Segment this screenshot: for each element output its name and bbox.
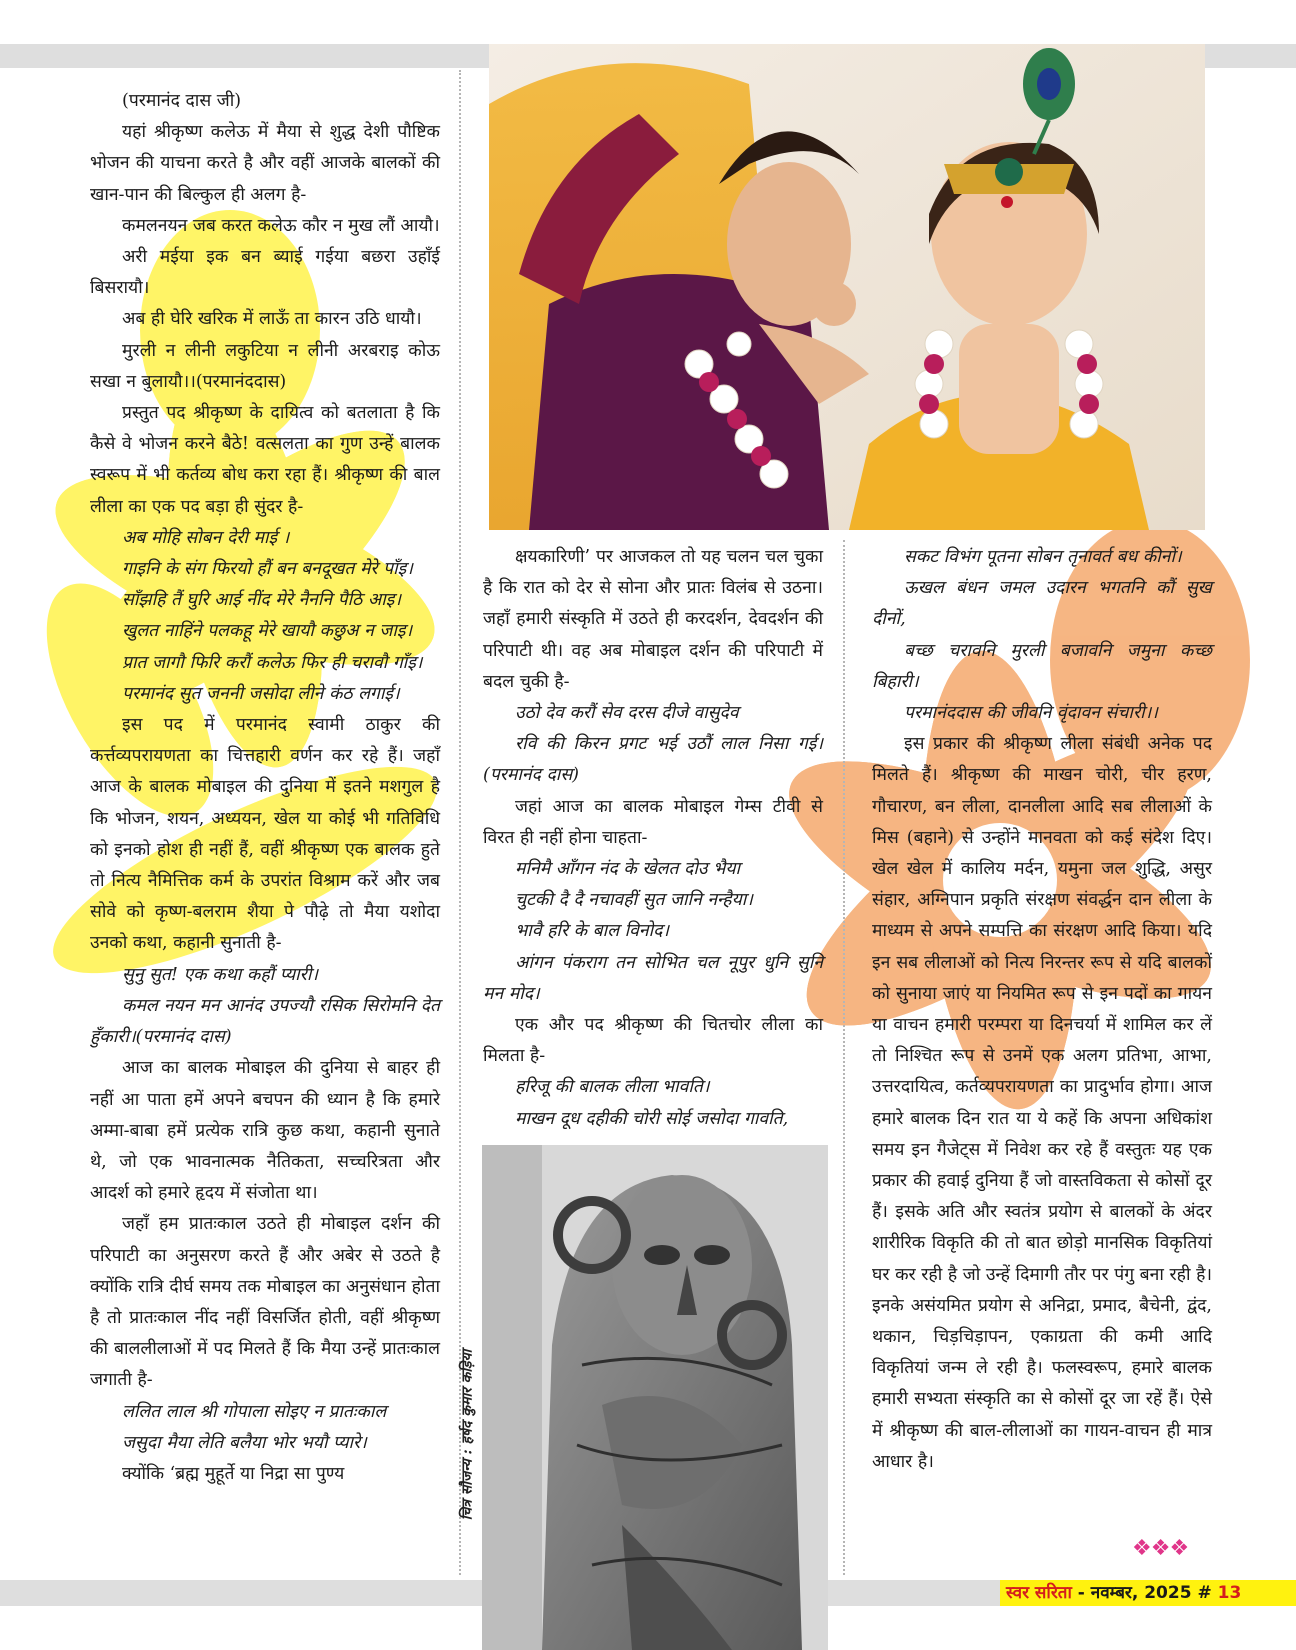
paragraph: यहां श्रीकृष्ण कलेऊ में मैया से शुद्ध देशी पौष्टिक भोजन की याचना करते है और वहीं आजके बालकों की खान-पान की बिल्कुल ही अलग है-	[90, 122, 440, 205]
verse-line: सुनु सुत! एक कथा कहौं प्यारी।	[122, 964, 319, 985]
verse-line: हरिजू की बालक लीला भावति।	[515, 1077, 710, 1098]
paragraph: आज का बालक मोबाइल की दुनिया से बाहर ही नहीं आ पाता हमें अपने बचपन की ध्यान है कि हमारे अम्मा-बाबा हमें प्रत्येक रात्रि कुछ कथा, कहानी सुनाते थे, जो एक भावनात्मक नैतिकता, सच्चरित्रता और आदर्श को हमारे हृदय में संजोता था।	[90, 1058, 440, 1204]
statue-photo	[482, 1145, 828, 1650]
issue-date: - नवम्बर, 2025 #	[1071, 1583, 1218, 1603]
paragraph: प्रस्तुत पद श्रीकृष्ण के दायित्व को बतलाता है कि कैसे वे भोजन करने बैठे! वत्सलता का गुण उन्हें बालक स्वरूप में भी कर्तव्य बोध करा रहा हैं। श्रीकृष्ण की बाल लीला का एक पद बड़ा ही सुंदर है-	[90, 403, 440, 517]
paragraph: क्योंकि ‘ब्रह्म मुहूर्ते या निद्रा सा पुण्य	[122, 1463, 345, 1484]
paragraph: मुरली न लीनी लकुटिया न लीनी अरबराइ कोऊ सखा न बुलायौ।।(परमानंददास)	[90, 340, 440, 392]
photo-credit	[456, 1300, 478, 1570]
photo-credit-text: चित्र सौजन्य : हर्षद कुमार कड़िया	[459, 1349, 476, 1521]
main-photo	[489, 44, 1205, 530]
paragraph: जहां आज का बालक मोबाइल गेम्स टीवी से विरत ही नहीं होना चाहता-	[483, 796, 823, 848]
verse-line: ऊखल बंधन जमल उदारन भगतनि कौं सुख दीनों,	[872, 578, 1212, 630]
verse-line: परमानंद सुत जननी जसोदा लीने कंठ लगाई।	[122, 683, 400, 704]
paragraph: अब ही घेरि खरिक में लाऊँ ता कारन उठि धायौ।	[122, 309, 422, 330]
text-column-2	[483, 542, 823, 1135]
paragraph: जहाँ हम प्रातःकाल उठते ही मोबाइल दर्शन की परिपाटी का अनुसरण करते हैं और अबेर से उठते है क्योंकि रात्रि दीर्घ समय तक मोबाइल का अनुसंधान होता है तो प्रातःकाल नींद नहीं विसर्जित होती, वहीं श्रीकृष्ण की बाललीलाओं में पद मिलते हैं कि मैया उन्हें प्रातःकाल जगाती है-	[90, 1214, 440, 1391]
paragraph: (परमानंद दास जी)	[122, 91, 242, 111]
verse-line: माखन दूध दहीकी चोरी सोई जसोदा गावति,	[515, 1108, 789, 1129]
paragraph: क्षयकारिणी’ पर आजकल तो यह चलन चल चुका है कि रात को देर से सोना और प्रातः विलंब से उठना। जहाँ हमारी संस्कृति में उठते ही करदर्शन, देवदर्शन की परिपाटी थी। वह अब मोबाइल दर्शन की परिपाटी में बदल चुकी है-	[483, 547, 823, 692]
verse-line: खुलत नाहिंने पलकहू मेरे खायौ कछुअ न जाइ।	[122, 621, 413, 642]
verse-line: परमानंददास की जीवनि वृंदावन संचारी।।	[904, 703, 1158, 724]
verse-line: सकट विभंग पूतना सोबन तृनावर्त बध कीनों।	[904, 547, 1182, 567]
verse-line: जसुदा मैया लेति बलैया भोर भयौ प्यारे।	[122, 1432, 367, 1453]
verse-line: उठो देव करौं सेव दरस दीजे वासुदेव	[515, 703, 739, 724]
page-number: 13	[1217, 1583, 1242, 1603]
text-column-3	[872, 542, 1212, 1478]
verse-line: चुटकी दै दै नचावहीं सुत जानि नन्हैया।	[515, 890, 753, 911]
column-divider-2	[843, 540, 845, 1575]
verse-line: गाइनि के संग फिरयो हौं बन बनदूखत मेरे पाँइ।	[122, 559, 413, 580]
verse-line: ललित लाल श्री गोपाला सोइए न प्रातःकाल	[122, 1401, 387, 1422]
footer-page-label	[1000, 1580, 1296, 1606]
verse-line: अब मोहि सोबन देरी माई ।	[122, 527, 290, 548]
verse-line: मनिमै आँगन नंद के खेलत दोउ भैया	[515, 859, 741, 880]
paragraph: इस प्रकार की श्रीकृष्ण लीला संबंधी अनेक पद मिलते हैं। श्रीकृष्ण की माखन चोरी, चीर हरण, गौचारण, बन लीला, दानलीला आदि सब लीलाओं के मिस (बहाने) से उन्होंने मानवता को कई संदेश दिए। खेल खेल में कालिय मर्दन, यमुना जल शुद्धि, असुर संहार, अग्निपान प्रकृति संरक्षण संवर्द्धन दान लीला के माध्यम से अपने सम्पत्ति का संरक्षण आदि किया। यदि इन सब लीलाओं को नित्य निरन्तर रूप से यदि बालकों को सुनाया जाएं या नियमित रूप से इन पदों का गायन या वाचन हमारी परम्परा या दिनचर्या में शामिल कर लें तो निश्चित रूप से उनमें एक अलग प्रतिभा, आभा, उत्तरदायित्व, कर्तव्यपरायणता का प्रादुर्भाव होगा। आज हमारे बालक दिन रात या ये कहें कि अपना अधिकांश समय इन गैजेट्स में निवेश कर रहे हैं वस्तुतः यह एक प्रकार की हवाई दुनिया हैं जो वास्तविकता से कोसों दूर हैं। इसके अति और स्वतंत्र प्रयोग से बालकों के अंदर शारीरिक विकृति की तो बात छोड़ो मानसिक विकृतियां घर कर रही है जो उन्हें दिमागी तौर पर पंगु बना रही है। इनके असंयमित प्रयोग से अनिद्रा, प्रमाद, बैचेनी, द्वंद, थकान, चिड़चिड़ापन, एकाग्रता की कमी आदि विकृतियां जन्म ले रही है। फलस्वरूप, हमारे बालक हमारी सभ्यता संस्कृति का से कोसों दूर जा रहें हैं। ऐसे में श्रीकृष्ण की बाल-लीलाओं का गायन-वाचन ही मात्र आधार है।	[872, 734, 1212, 1472]
verse-line: भावै हरि के बाल विनोद।	[515, 921, 670, 942]
paragraph: कमलनयन जब करत कलेऊ कौर न मुख लौं आयौ।	[122, 215, 440, 236]
verse-line: कमल नयन मन आनंद उपज्यौ रसिक सिरोमनि देत हुँकारी।(परमानंद दास)	[90, 995, 440, 1048]
verse-line: आंगन पंकराग तन सोभित चल नूपुर धुनि सुनि मन मोद।	[483, 952, 823, 1004]
verse-line: बच्छ चरावनि मुरली बजावनि जमुना कच्छ बिहारी।	[872, 640, 1212, 692]
verse-line: प्रात जागौ फिरि करौं कलेऊ फिर ही चरावौ गाँइ।	[122, 652, 423, 673]
magazine-name: स्वर सरिता	[1006, 1583, 1072, 1603]
end-mark-ornament: ❖❖❖	[1132, 1536, 1189, 1561]
verse-line: रवि की किरन प्रगट भई उठौं लाल निसा गई।(परमानंद दास)	[483, 734, 823, 786]
paragraph: अरी मईया इक बन ब्याई गईया बछरा उहाँई बिसरायौ।	[90, 247, 440, 299]
paragraph: इस पद में परमानंद स्वामी ठाकुर की कर्त्तव्यपरायणता का चित्तहारी वर्णन कर रहे हैं। जहाँ आज के बालक मोबाइल की दुनिया में इतने मशगुल है कि भोजन, शयन, अध्ययन, खेल या कोई भी गतिविधि को इनको होश ही नहीं हैं, वहीं श्रीकृष्ण एक बालक हुते तो नित्य नैमित्तिक कर्म के उपरांत विश्राम करें और जब सोवे को कृष्ण-बलराम शैया पे पौढ़े तो मैया यशोदा उनको कथा, कहानी सुनाती है-	[90, 715, 440, 954]
paragraph: एक और पद श्रीकृष्ण की चितचोर लीला का मिलता है-	[483, 1015, 823, 1067]
verse-line: साँझहि तैं घुरि आई नींद मेरे नैननि पैठि आइ।	[122, 590, 401, 611]
text-column-1	[90, 86, 440, 1490]
